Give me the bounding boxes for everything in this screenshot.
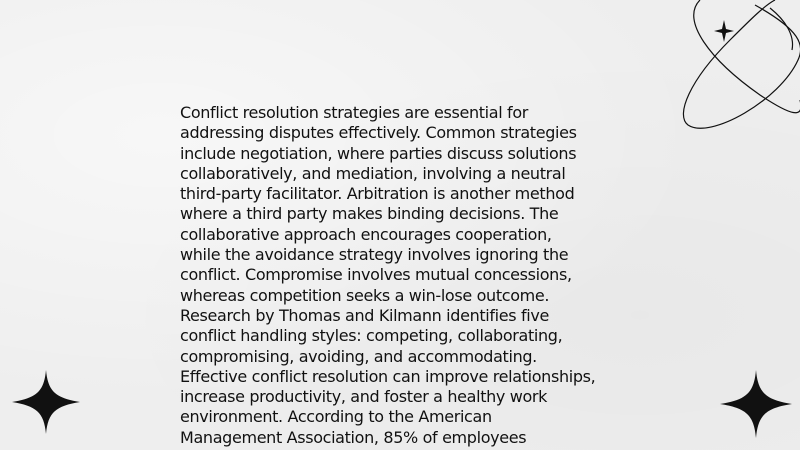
four-point-star-icon xyxy=(720,370,792,438)
text-line: conflict. Compromise involves mutual concessions, xyxy=(180,265,572,285)
text-line: compromising, avoiding, and accommodating. xyxy=(180,346,537,366)
text-line: Management Association, 85% of employees xyxy=(180,427,527,447)
text-line: conflict handling styles: competing, collaborating, xyxy=(180,326,563,346)
text-line: third-party facilitator. Arbitration is another method xyxy=(180,184,575,204)
body-paragraph xyxy=(180,103,620,448)
four-point-star-icon xyxy=(12,370,80,434)
text-line: addressing disputes effectively. Common strategies xyxy=(180,123,577,143)
sparkle-star-icon xyxy=(714,20,734,42)
text-line: Effective conflict resolution can improve relationships, xyxy=(180,366,596,386)
text-line: where a third party makes binding decisions. The xyxy=(180,204,559,224)
text-line: while the avoidance strategy involves ignoring the xyxy=(180,245,569,265)
text-line: collaborative approach encourages cooperation, xyxy=(180,224,552,244)
text-line: increase productivity, and foster a healthy work xyxy=(180,387,548,407)
text-line: environment. According to the American xyxy=(180,407,492,427)
text-line: Research by Thomas and Kilmann identifies five xyxy=(180,305,549,325)
text-line: collaboratively, and mediation, involving a neutral xyxy=(180,163,566,183)
orbit-lines-icon xyxy=(670,0,800,150)
text-line: whereas competition seeks a win-lose outcome. xyxy=(180,285,550,305)
text-line: include negotiation, where parties discuss solutions xyxy=(180,143,577,163)
text-line: Conflict resolution strategies are essential for xyxy=(180,103,528,122)
